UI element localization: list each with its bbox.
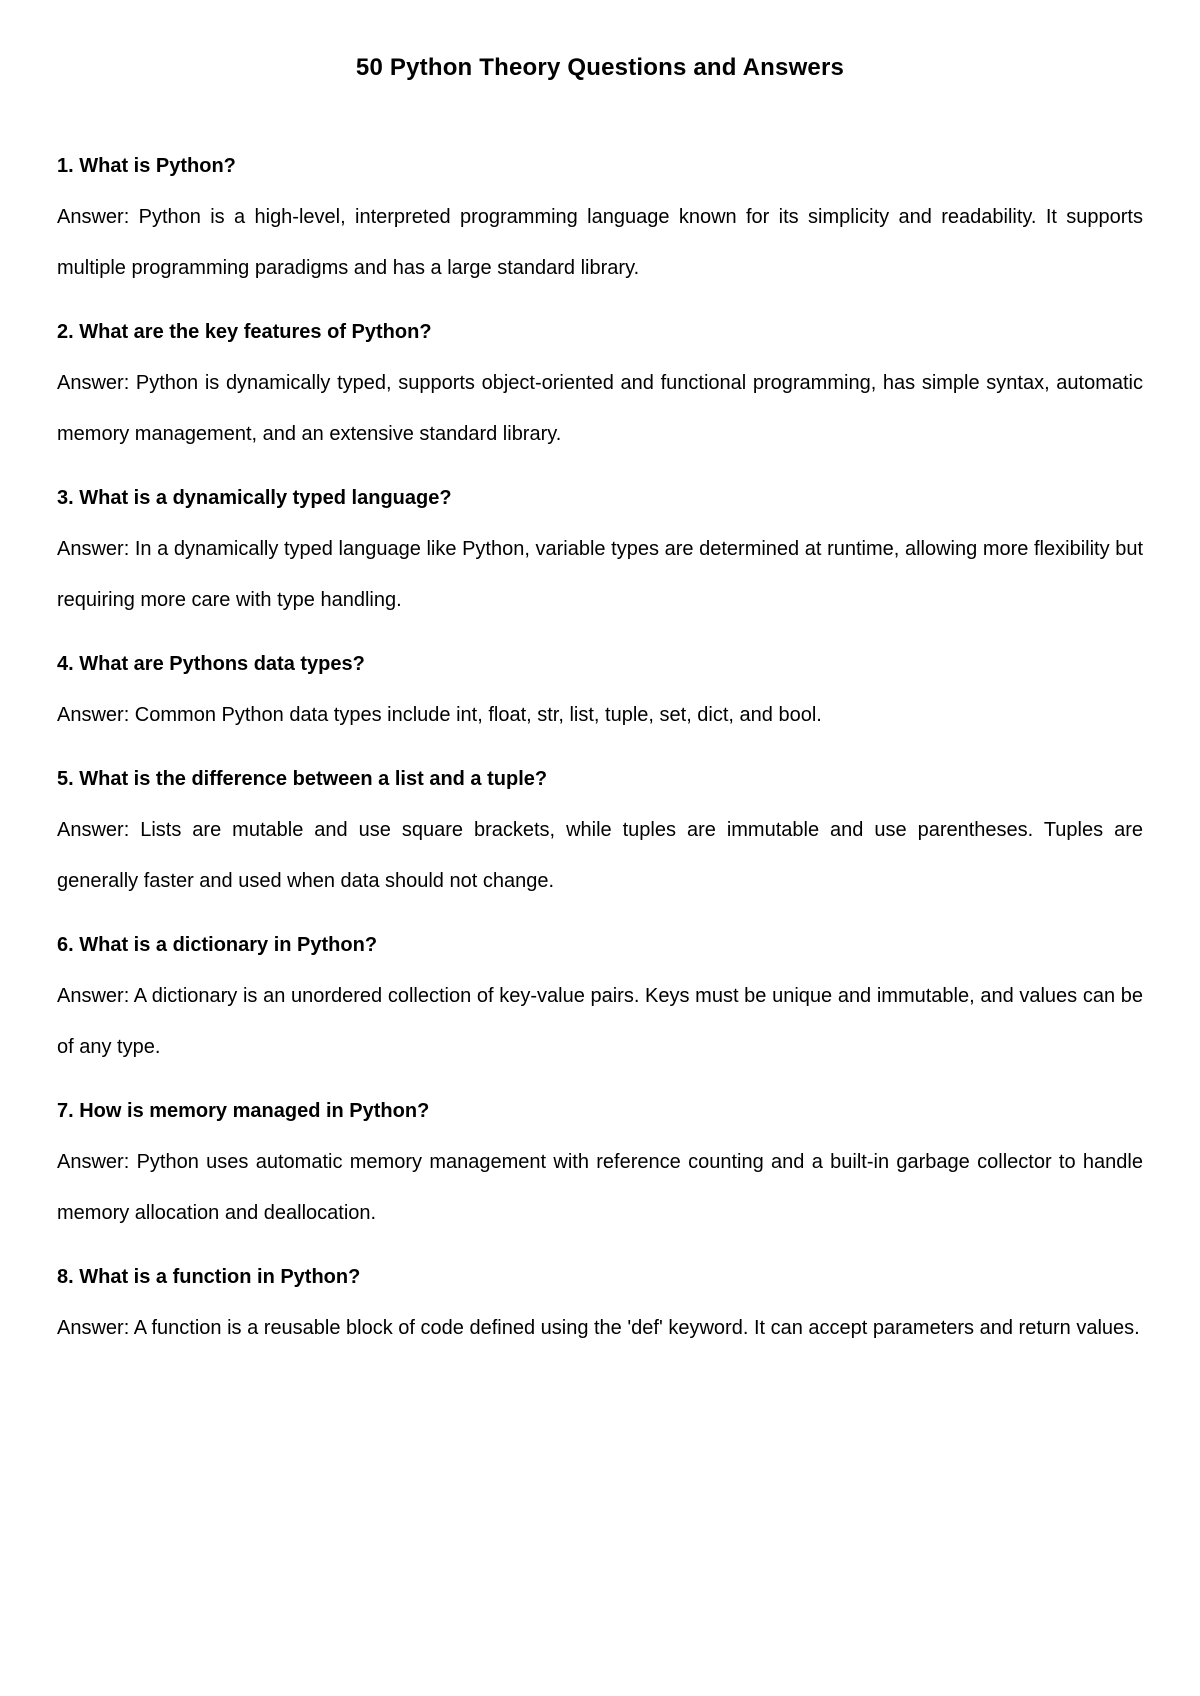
- page-title: 50 Python Theory Questions and Answers: [355, 54, 845, 81]
- question: 5. What is the difference between a list and a tuple?: [57, 768, 548, 791]
- question: 4. What are Pythons data types?: [57, 653, 365, 676]
- answer: Answer: Python uses automatic memory management with reference counting and a built-in garbage collector to handle memory allocation and deallocation.: [57, 1151, 1143, 1225]
- qa-item: [57, 1252, 1143, 1354]
- qa-item: [57, 754, 1143, 907]
- question: 2. What are the key features of Python?: [57, 321, 432, 344]
- qa-item: [57, 141, 1143, 294]
- qa-item: [57, 639, 1143, 741]
- qa-item: [57, 920, 1143, 1073]
- answer: Answer: In a dynamically typed language like Python, variable types are determined at runtime, allowing more flexibility but requiring more care with type handling.: [57, 538, 1143, 612]
- answer: Answer: A dictionary is an unordered collection of key-value pairs. Keys must be unique and immutable, and values can be of any type.: [57, 985, 1143, 1059]
- answer: Answer: Common Python data types include int, float, str, list, tuple, set, dict, and bool.: [57, 704, 822, 727]
- question: 3. What is a dynamically typed language?: [57, 487, 452, 510]
- qa-item: [57, 307, 1143, 460]
- answer: Answer: Lists are mutable and use square brackets, while tuples are immutable and use parentheses. Tuples are generally faster and used when data should not change.: [57, 819, 1143, 893]
- answer: Answer: A function is a reusable block of code defined using the 'def' keyword. It can accept parameters and return values.: [57, 1317, 1140, 1340]
- answer: Answer: Python is dynamically typed, supports object-oriented and functional programming, has simple syntax, automatic memory management, and an extensive standard library.: [57, 372, 1143, 446]
- question: 7. How is memory managed in Python?: [57, 1100, 430, 1123]
- question: 8. What is a function in Python?: [57, 1266, 361, 1289]
- answer: Answer: Python is a high-level, interpreted programming language known for its simplicity and readability. It supports multiple programming paradigms and has a large standard library.: [57, 206, 1143, 280]
- question: 6. What is a dictionary in Python?: [57, 934, 378, 957]
- question: 1. What is Python?: [57, 155, 236, 178]
- qa-item: [57, 1086, 1143, 1239]
- qa-item: [57, 473, 1143, 626]
